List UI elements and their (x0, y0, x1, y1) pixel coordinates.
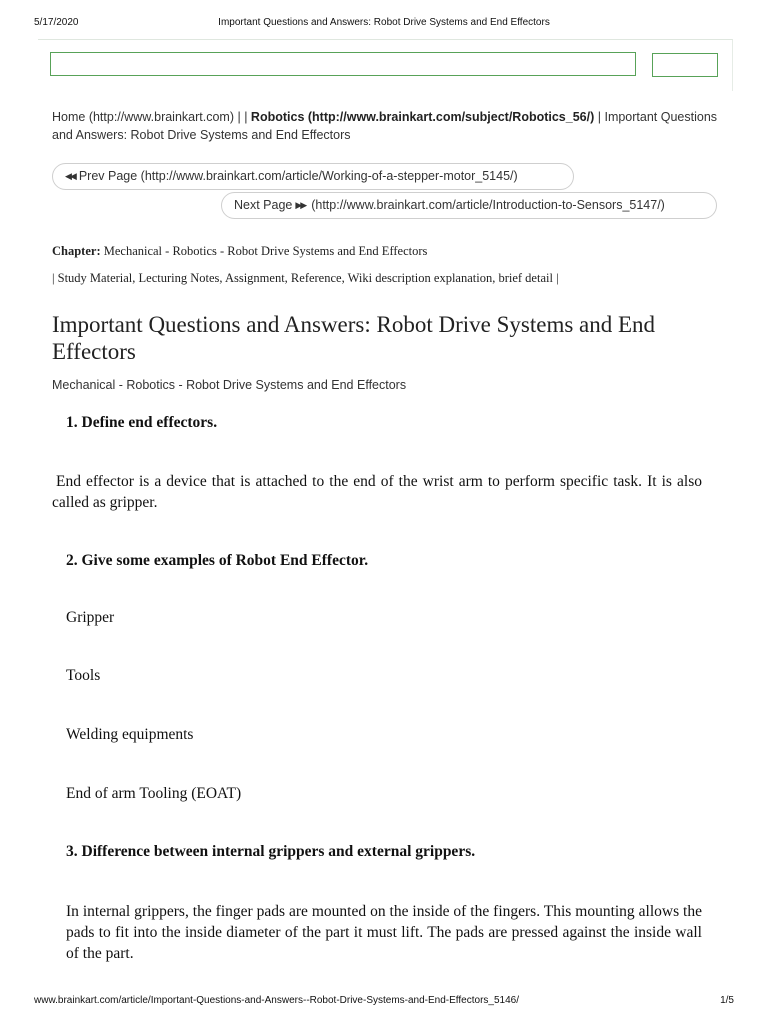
question-1: 1. Define end effectors. (66, 414, 218, 431)
example-item: Welding equipments (66, 726, 194, 743)
chapter-line (52, 244, 427, 259)
question-3: 3. Difference between internal grippers and external grippers. (66, 843, 476, 860)
print-date: 5/17/2020 (34, 17, 79, 28)
search-button[interactable] (652, 53, 718, 77)
prev-page-button[interactable] (52, 163, 574, 190)
page-number: 1/5 (720, 995, 734, 1006)
breadcrumb (52, 108, 722, 144)
next-page-url: (http://www.brainkart.com/article/Introduction-to-Sensors_5147/) (311, 198, 665, 212)
page-title: Important Questions and Answers: Robot Drive Systems and End Effectors (52, 312, 656, 364)
footer-url: www.brainkart.com/article/Important-Questions-and-Answers--Robot-Drive-Systems-and-End-Effectors_5146/ (34, 995, 519, 1006)
chapter-value: Mechanical - Robotics - Robot Drive Systems and End Effectors (103, 244, 428, 258)
tags-line: | Study Material, Lecturing Notes, Assignment, Reference, Wiki description explanation, brief detail | (52, 271, 559, 285)
double-right-arrow-icon: ▶▶ (295, 200, 306, 211)
double-left-arrow-icon: ◀◀ (65, 171, 75, 182)
example-item: Gripper (66, 609, 115, 626)
breadcrumb-subject[interactable]: Robotics (http://www.brainkart.com/subject/Robotics_56/) (250, 110, 595, 124)
next-page-button[interactable] (221, 192, 717, 219)
answer-1: End effector is a device that is attached to the end of the wrist arm to perform specific task. It is also called as gripper. (52, 473, 702, 511)
print-title: Important Questions and Answers: Robot Drive Systems and End Effectors (218, 17, 550, 28)
breadcrumb-current: | Important Questions and Answers: Robot Drive Systems and End Effectors (52, 110, 718, 142)
question-2: 2. Give some examples of Robot End Effector. (66, 552, 369, 569)
answer-3: In internal grippers, the finger pads are mounted on the inside of the fingers. This mounting allows the pads to fit into the inside diameter of the part it must lift. The pads are pressed against the inside wall of the part. (66, 903, 702, 962)
example-item: Tools (66, 667, 101, 684)
page-subtitle: Mechanical - Robotics - Robot Drive Systems and End Effectors (52, 378, 407, 392)
breadcrumb-home[interactable]: Home (http://www.brainkart.com) | | (52, 110, 248, 124)
chapter-label: Chapter: (52, 244, 101, 258)
example-item: End of arm Tooling (EOAT) (66, 785, 242, 802)
next-page-label: Next Page (234, 198, 293, 212)
search-input[interactable] (50, 52, 636, 76)
prev-page-label: Prev Page (http://www.brainkart.com/article/Working-of-a-stepper-motor_5145/) (78, 169, 518, 183)
